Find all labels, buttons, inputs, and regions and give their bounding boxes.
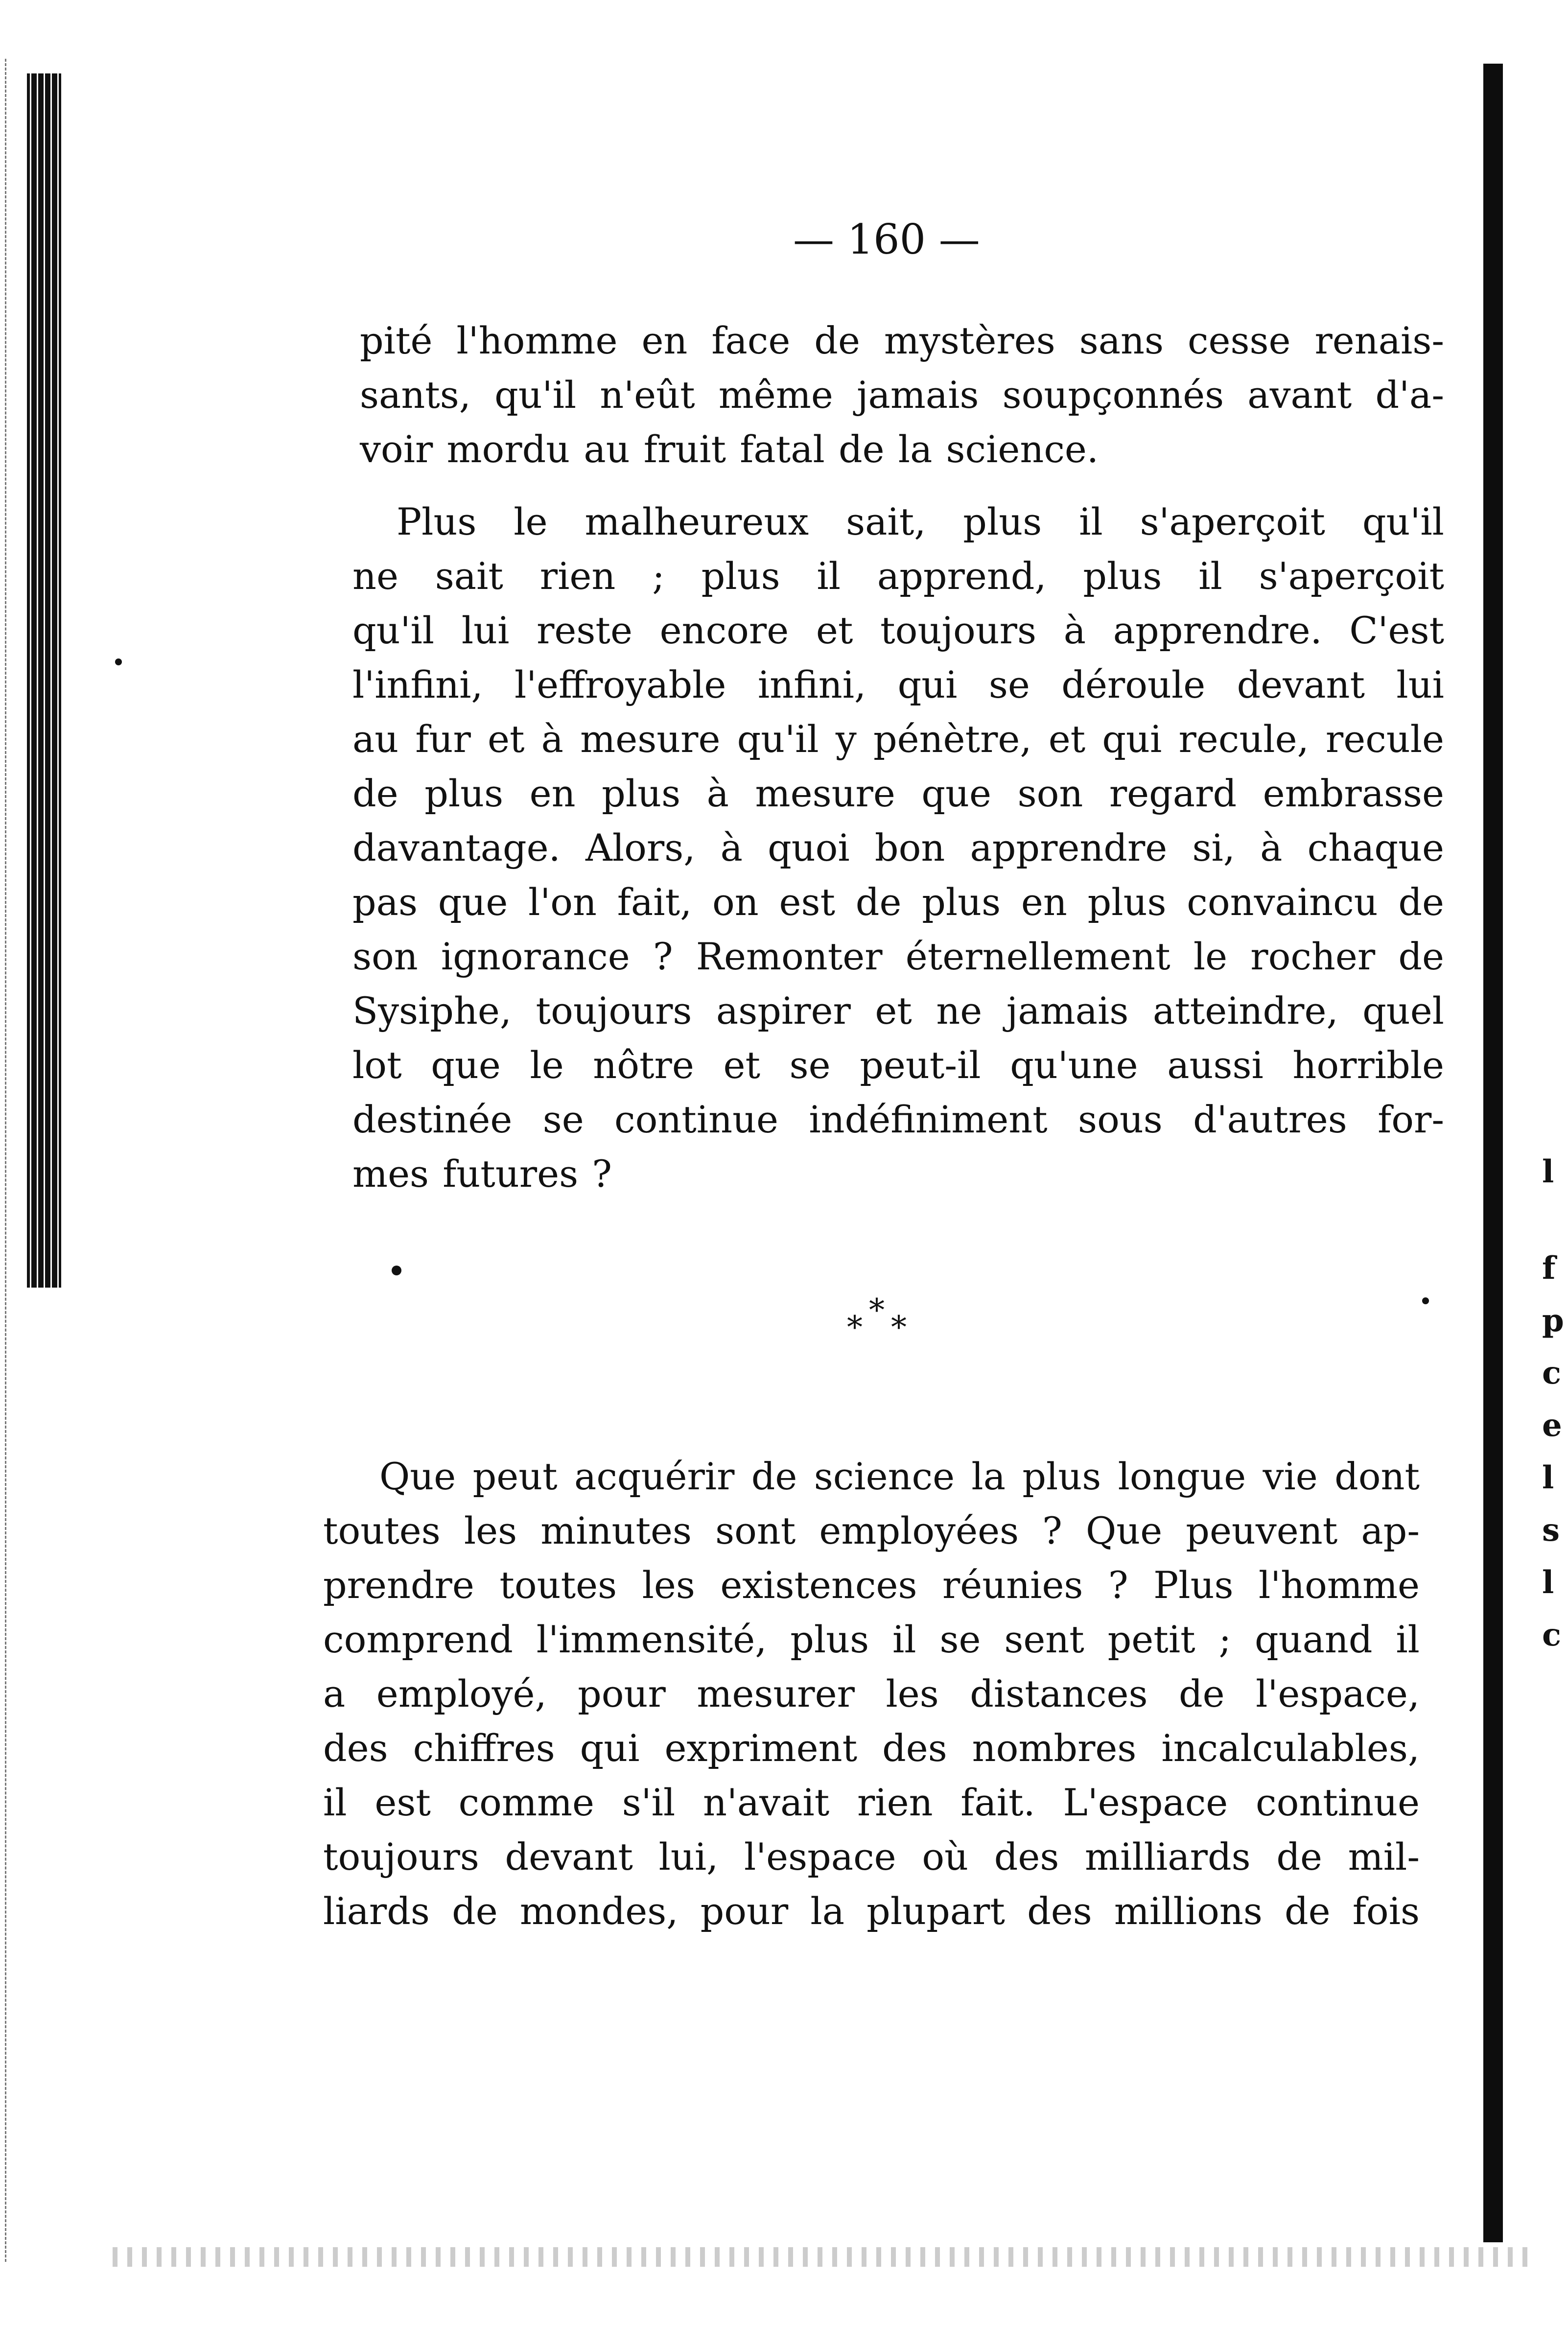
margin-letter: c — [1542, 1355, 1561, 1391]
margin-letter: l — [1542, 1153, 1554, 1190]
scan-edge-right-shadow — [1483, 64, 1503, 2242]
paragraph-3 — [323, 1449, 1420, 1938]
text-line: prendre toutes les existences réunies ? Plus l'homme — [323, 1563, 1420, 1607]
section-separator-asterism — [847, 1292, 915, 1346]
margin-letter: p — [1542, 1302, 1564, 1339]
text-line: a employé, pour mesurer les distances de l'espace, — [323, 1672, 1420, 1715]
text-line: voir mordu au fruit fatal de la science. — [360, 427, 1099, 471]
scan-edge-left-binding — [27, 73, 61, 1288]
text-line: pité l'homme en face de mystères sans cesse renais- — [360, 319, 1444, 362]
text-line: toujours devant lui, l'espace où des milliards de mil- — [323, 1835, 1420, 1879]
margin-letter: c — [1542, 1617, 1561, 1653]
margin-letter: f — [1542, 1250, 1556, 1287]
text-line: de plus en plus à mesure que son regard embrasse — [352, 772, 1444, 815]
text-line: ne sait rien ; plus il apprend, plus il s'aperçoit — [352, 554, 1444, 598]
paragraph-2 — [352, 494, 1444, 1201]
text-line: qu'il lui reste encore et toujours à apprendre. C'est — [352, 609, 1444, 652]
stray-mark — [1422, 1297, 1429, 1304]
text-line: il est comme s'il n'avait rien fait. L'espace continue — [323, 1781, 1420, 1824]
paragraph-1 — [360, 313, 1444, 476]
scan-edge-left-dashes — [5, 59, 18, 2262]
stray-mark — [115, 658, 122, 665]
text-line: liards de mondes, pour la plupart des millions de fois — [323, 1889, 1420, 1933]
text-line: l'infini, l'effroyable infini, qui se déroule devant lui — [352, 663, 1444, 706]
text-line: des chiffres qui expriment des nombres incalculables, — [323, 1726, 1420, 1770]
page-number: — 160 — — [793, 215, 980, 263]
facing-page-margin-letters — [1542, 1146, 1567, 1661]
text-line: au fur et à mesure qu'il y pénètre, et qui recule, recule — [352, 717, 1444, 761]
text-line: Que peut acquérir de science la plus longue vie dont — [379, 1455, 1420, 1498]
text-line: toutes les minutes sont employées ? Que peuvent ap- — [323, 1509, 1420, 1552]
text-line: comprend l'immensité, plus il se sent petit ; quand il — [323, 1618, 1420, 1661]
text-line: son ignorance ? Remonter éternellement le rocher de — [352, 935, 1444, 978]
text-line: Plus le malheureux sait, plus il s'aperçoit qu'il — [397, 500, 1444, 543]
margin-letter: e — [1542, 1407, 1562, 1444]
stray-mark — [392, 1266, 401, 1275]
text-line: pas que l'on fait, on est de plus en plus convaincu de — [352, 880, 1444, 924]
scan-bottom-noise — [113, 2247, 1532, 2267]
margin-letter: l — [1542, 1459, 1554, 1496]
separator-star: * — [869, 1292, 885, 1329]
separator-star: * — [891, 1310, 907, 1346]
text-line: davantage. Alors, à quoi bon apprendre si, à chaque — [352, 826, 1444, 869]
text-line: Sysiphe, toujours aspirer et ne jamais atteindre, quel — [352, 989, 1444, 1033]
separator-star: * — [847, 1310, 863, 1346]
margin-letter: l — [1542, 1564, 1554, 1601]
margin-letter: s — [1542, 1512, 1560, 1549]
text-line: sants, qu'il n'eût même jamais soupçonnés avant d'a- — [360, 373, 1444, 417]
text-line: destinée se continue indéfiniment sous d'autres for- — [352, 1098, 1444, 1141]
text-line: lot que le nôtre et se peut-il qu'une aussi horrible — [352, 1043, 1444, 1087]
text-line: mes futures ? — [352, 1152, 612, 1196]
